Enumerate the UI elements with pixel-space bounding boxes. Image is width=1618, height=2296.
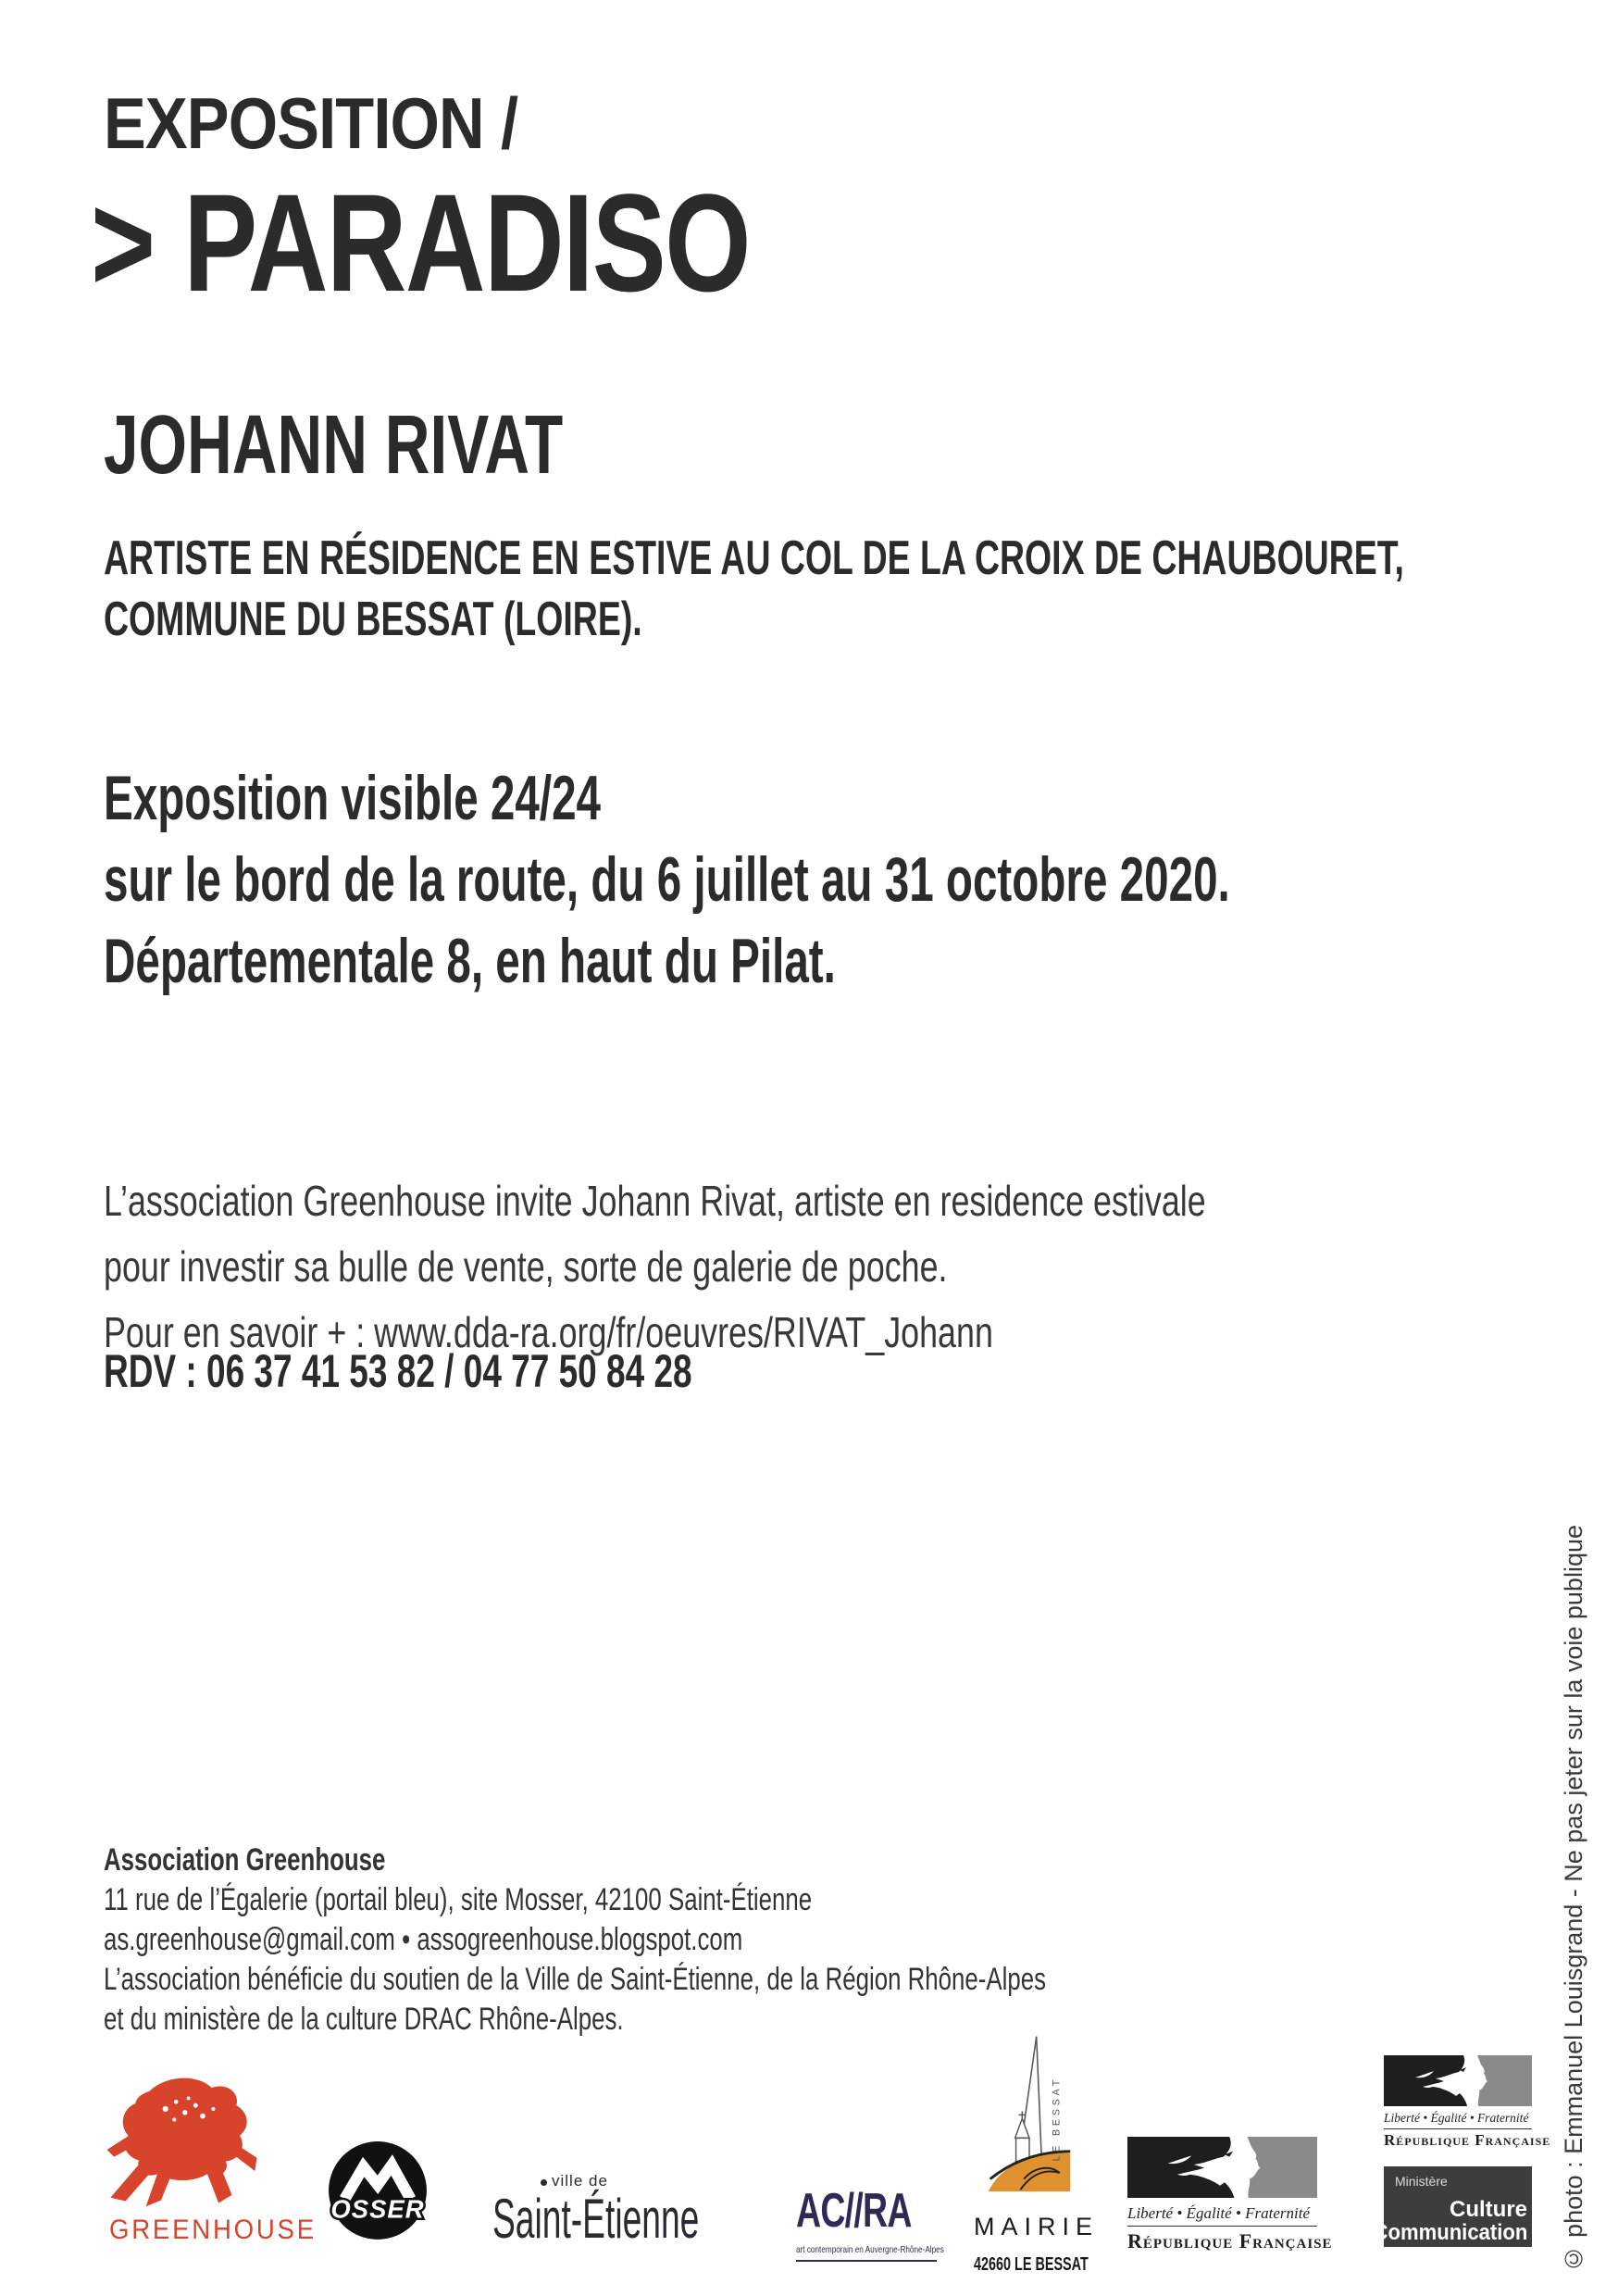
contact-line: 11 rue de l’Égalerie (portail bleu), site Mosser, 42100 Saint-Étienne: [104, 1882, 813, 1917]
exposition-kicker: EXPOSITION /: [104, 82, 518, 164]
saint-etienne-small-label: ville de: [552, 2172, 608, 2190]
contact-line: et du ministère de la culture DRAC Rhône-Alpes.: [104, 2002, 624, 2037]
residency-line: ARTISTE EN RÉSIDENCE EN ESTIVE AU COL DE LA CROIX DE CHAUBOURET,: [104, 531, 1404, 585]
rf-motto: Liberté • Égalité • Fraternité: [1127, 2204, 1317, 2227]
ministere-communication-label: Communication: [1373, 2220, 1527, 2245]
le-bessat-vertical-label: LE BESSAT: [1051, 2076, 1063, 2162]
mosser-logo: [326, 2139, 429, 2242]
intro-paragraph: [104, 1168, 1206, 1366]
acra-subtitle: art contemporain en Auvergne-Rhône-Alpes: [796, 2244, 944, 2255]
mosser-label: OSSER: [330, 2194, 425, 2224]
rf-name: République Française: [1127, 2229, 1333, 2252]
acra-underline: [796, 2260, 937, 2262]
schedule-line: Départementale 8, en haut du Pilat.: [104, 926, 836, 996]
greenhouse-label: GREENHOUSE: [109, 2215, 317, 2245]
church-and-mast-icon: [983, 2029, 1076, 2194]
rdv-phone-line: RDV : 06 37 41 53 82 / 04 77 50 84 28: [104, 1345, 692, 1397]
intro-line: Pour en savoir + : www.dda-ra.org/fr/oeuvres/RIVAT_Johann: [104, 1308, 993, 1356]
acra-wordmark: AC//RA: [796, 2184, 912, 2238]
residency-note: [104, 528, 1404, 650]
dot-icon: [541, 2179, 547, 2186]
marianne-flag-icon: [1384, 2055, 1532, 2106]
exhibition-schedule: [104, 757, 1230, 1002]
mairie-address-label: 42660 LE BESSAT: [974, 2254, 1089, 2275]
residency-line: COMMUNE DU BESSAT (LOIRE).: [104, 593, 642, 646]
rf-motto: Liberté • Égalité • Fraternité: [1384, 2111, 1532, 2129]
association-name: Association Greenhouse: [104, 1842, 386, 1878]
greenhouse-logo: [93, 2066, 317, 2246]
saint-etienne-wordmark: Saint-Étienne: [492, 2188, 700, 2250]
contact-block: [104, 1841, 1046, 2040]
schedule-line: Exposition visible 24/24: [104, 763, 602, 833]
rf-name: République Française: [1384, 2131, 1551, 2149]
republique-francaise-logo: [1127, 2137, 1333, 2253]
contact-line: L’association bénéficie du soutien de la Ville de Saint-Étienne, de la Région Rhône-Alpes: [104, 1962, 1047, 1997]
mountain-m-icon: [326, 2139, 429, 2242]
artist-name: JOHANN RIVAT: [104, 399, 564, 492]
marianne-flag-icon: [1127, 2137, 1317, 2198]
frog-icon: [93, 2066, 268, 2213]
mairie-label: MAIRIE: [974, 2213, 1100, 2240]
ministere-culture-logo: [1373, 2166, 1532, 2247]
exhibition-title: > PARADISO: [91, 165, 750, 320]
saint-etienne-logo: [492, 2174, 715, 2257]
contact-line: as.greenhouse@gmail.com • assogreenhouse.blogspot.com: [104, 1922, 743, 1957]
mairie-le-bessat-logo: [974, 2029, 1113, 2276]
intro-line: L’association Greenhouse invite Johann Rivat, artiste en residence estivale: [104, 1177, 1206, 1225]
acra-logo: [796, 2183, 953, 2262]
ministere-title: Ministère: [1395, 2174, 1448, 2189]
photo-credit-note: © photo : Emmanuel Louisgrand - Ne pas jeter sur la voie publique: [1560, 1524, 1587, 2272]
schedule-line: sur le bord de la route, du 6 juillet au 31 octobre 2020.: [104, 844, 1230, 915]
ministere-culture-label: Culture: [1450, 2197, 1527, 2222]
republique-francaise-logo-small: [1384, 2055, 1551, 2150]
intro-line: pour investir sa bulle de vente, sorte de galerie de poche.: [104, 1242, 948, 1291]
